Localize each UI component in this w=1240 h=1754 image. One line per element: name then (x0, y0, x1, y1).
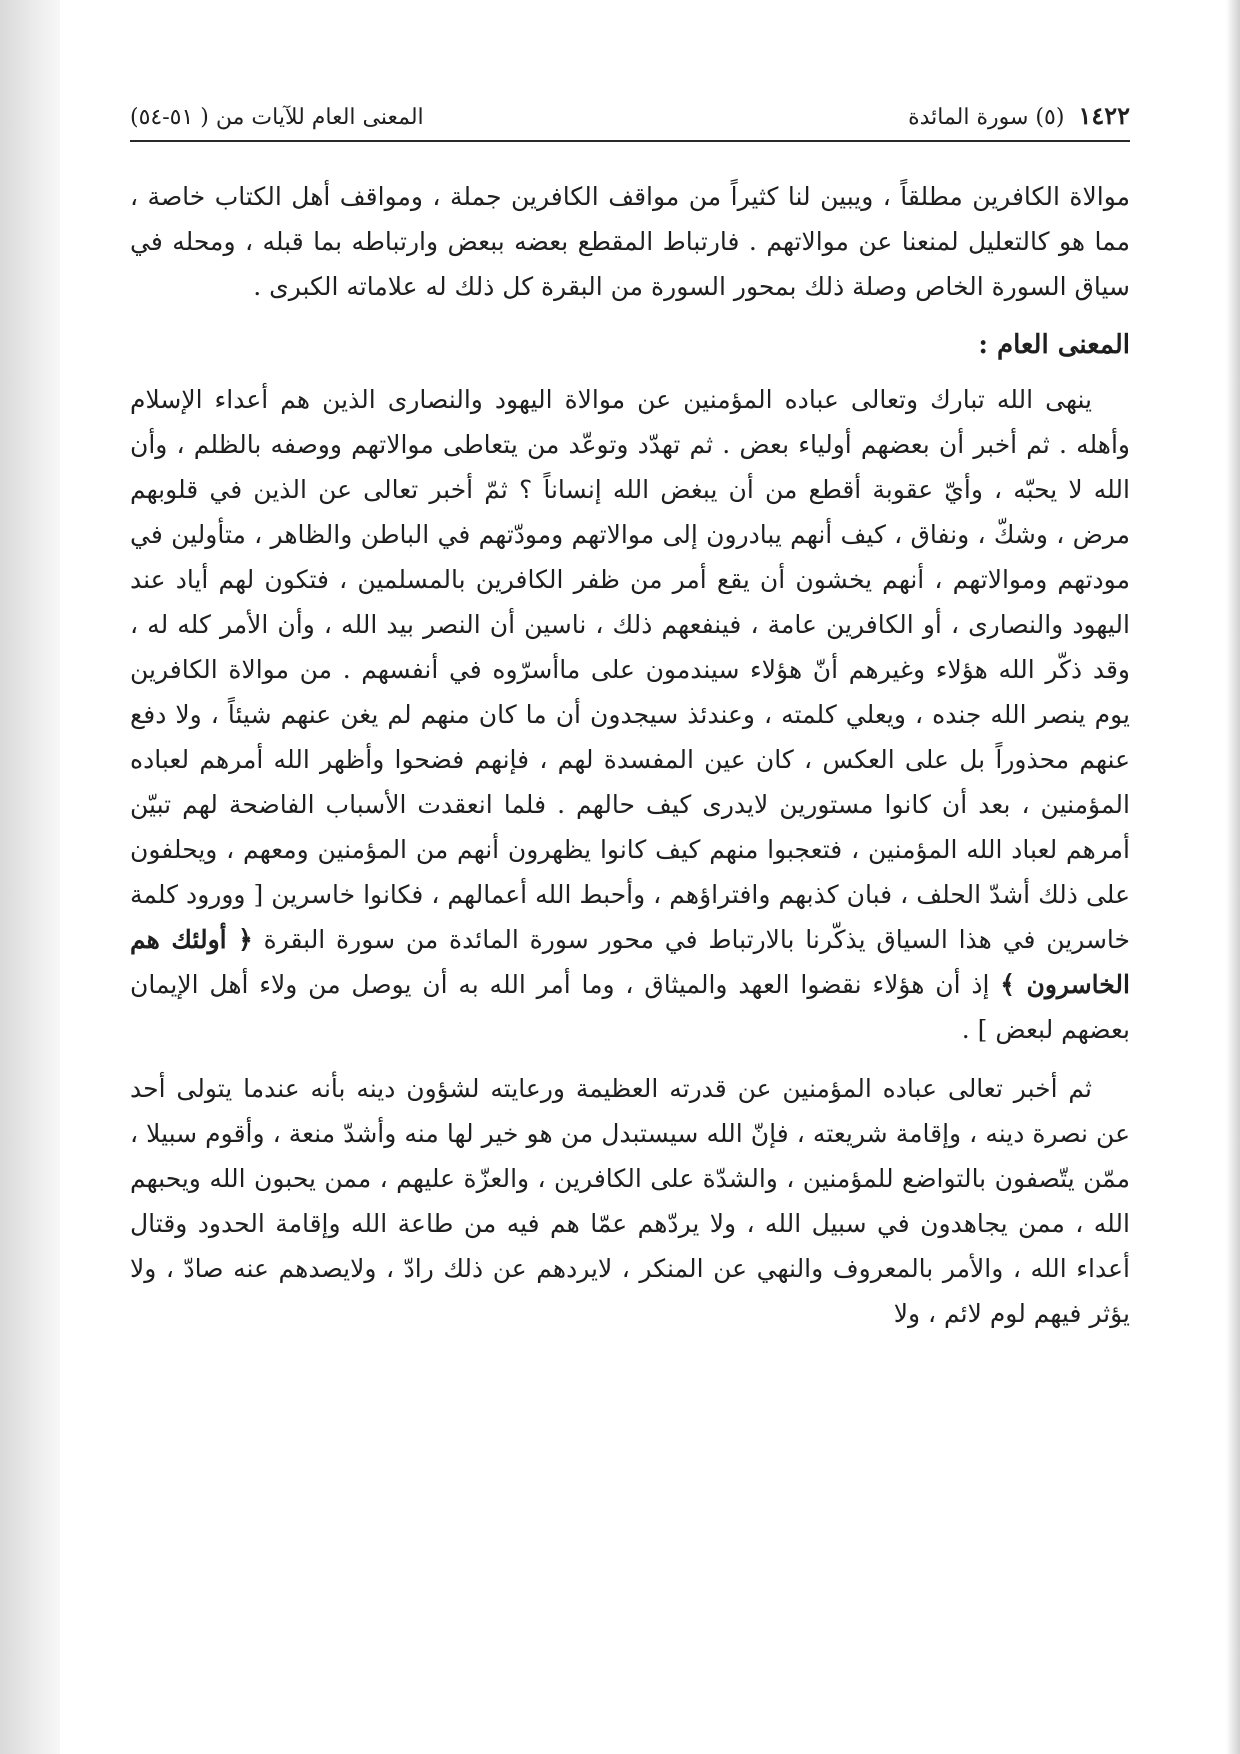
section-heading: المعنى العام : (978, 330, 1130, 360)
running-head-right (908, 100, 1130, 134)
page-edge-shadow (1226, 0, 1240, 1754)
paragraph-general-meaning-2: ثم أخبر تعالى عباده المؤمنين عن قدرته العظيمة ورعايته لشؤون دينه بأنه عندما يتولى أحد عن نصرة دينه ، وإقامة شريعته ، فإنّ الله سيستبدل من هو خير لها منه وأشدّ منعة ، وأقوم سبيلا ، ممّن يتّصفون بالتواضع للمؤمنين ، والشدّة على الكافرين ، والعزّة عليهم ، ممن يحبون الله ويحبهم الله ، ممن يجاهدون في سبيل الله ، ولا يردّهم عمّا هم فيه من طاعة الله وإقامة الحدود وقتال أعداء الله ، والأمر بالمعروف والنهي عن المنكر ، لايردهم عن ذلك رادّ ، ولايصدهم عنه صادّ ، ولا يؤثر فيهم لوم لائم ، ولا (130, 1074, 1130, 1328)
running-head (130, 100, 1130, 142)
section-reference: المعنى العام للآيات من ( ٥١-٥٤) (130, 105, 424, 130)
page-number: ١٤٢٢ (1078, 101, 1130, 130)
quran-quote: ﴿ أولئك هم الخاسرون ﴾ (130, 925, 1130, 999)
book-page (130, 100, 1130, 1720)
surah-label: (٥) سورة المائدة (908, 105, 1065, 130)
paragraph-1-text-after: إذ أن هؤلاء نقضوا العهد والميثاق ، وما أمر الله به أن يوصل من ولاء أهل الإيمان بعضهم لبعض ] . (130, 970, 1130, 1044)
binding-gutter-shadow (0, 0, 60, 1754)
intro-paragraph: موالاة الكافرين مطلقاً ، ويبين لنا كثيراً من مواقف الكافرين جملة ، ومواقف أهل الكتاب خاصة ، مما هو كالتعليل لمنعنا عن موالاتهم . فارتباط المقطع بعضه ببعض وارتباطه بما قبله ، ومحله في سياق السورة الخاص وصلة ذلك بمحور السورة من البقرة كل ذلك له علاماته الكبرى . (130, 182, 1130, 301)
paragraph-general-meaning-1 (130, 377, 1130, 1052)
paragraph-1-text: ينهى الله تبارك وتعالى عباده المؤمنين عن موالاة اليهود والنصارى الذين هم أعداء الإسلام وأهله . ثم أخبر أن بعضهم أولياء بعض . ثم تهدّد وتوعّد من يتعاطى موالاتهم ووصفه بالظلم ، وأن الله لا يحبّه ، وأيّ عقوبة أقطع من أن يبغض الله إنساناً ؟ ثمّ أخبر تعالى عن الذين في قلوبهم مرض ، وشكّ ، ونفاق ، كيف أنهم يبادرون إلى موالاتهم ومودّتهم في الباطن والظاهر ، متأولين في مودتهم وموالاتهم ، أنهم يخشون أن يقع أمر من ظفر الكافرين بالمسلمين ، فتكون لهم أياد عند اليهود والنصارى ، أو الكافرين عامة ، فينفعهم ذلك ، ناسين أن النصر بيد الله ، وأن الأمر كله له ، وقد ذكّر الله هؤلاء وغيرهم أنّ هؤلاء سيندمون على ماأسرّوه في أنفسهم . من موالاة الكافرين يوم ينصر الله جنده ، ويعلي كلمته ، وعندئذ سيجدون أن ما كان منهم لم يغن عنهم شيئاً ، ولا دفع عنهم محذوراً بل على العكس ، كان عين المفسدة لهم ، فإنهم فضحوا وأظهر الله أمرهم لعباده المؤمنين ، بعد أن كانوا مستورين لايدرى كيف حالهم . فلما انعقدت الأسباب الفاضحة لهم تبيّن أمرهم لعباد الله المؤمنين ، فتعجبوا منهم كيف كانوا يظهرون أنهم من المؤمنين ومعهم ، ويحلفون على ذلك أشدّ الحلف ، فبان كذبهم وافتراؤهم ، وأحبط الله أعمالهم ، فكانوا خاسرين [ وورود كلمة خاسرين في هذا السياق يذكّرنا بالارتباط في محور سورة المائدة من سورة البقرة (130, 385, 1131, 954)
